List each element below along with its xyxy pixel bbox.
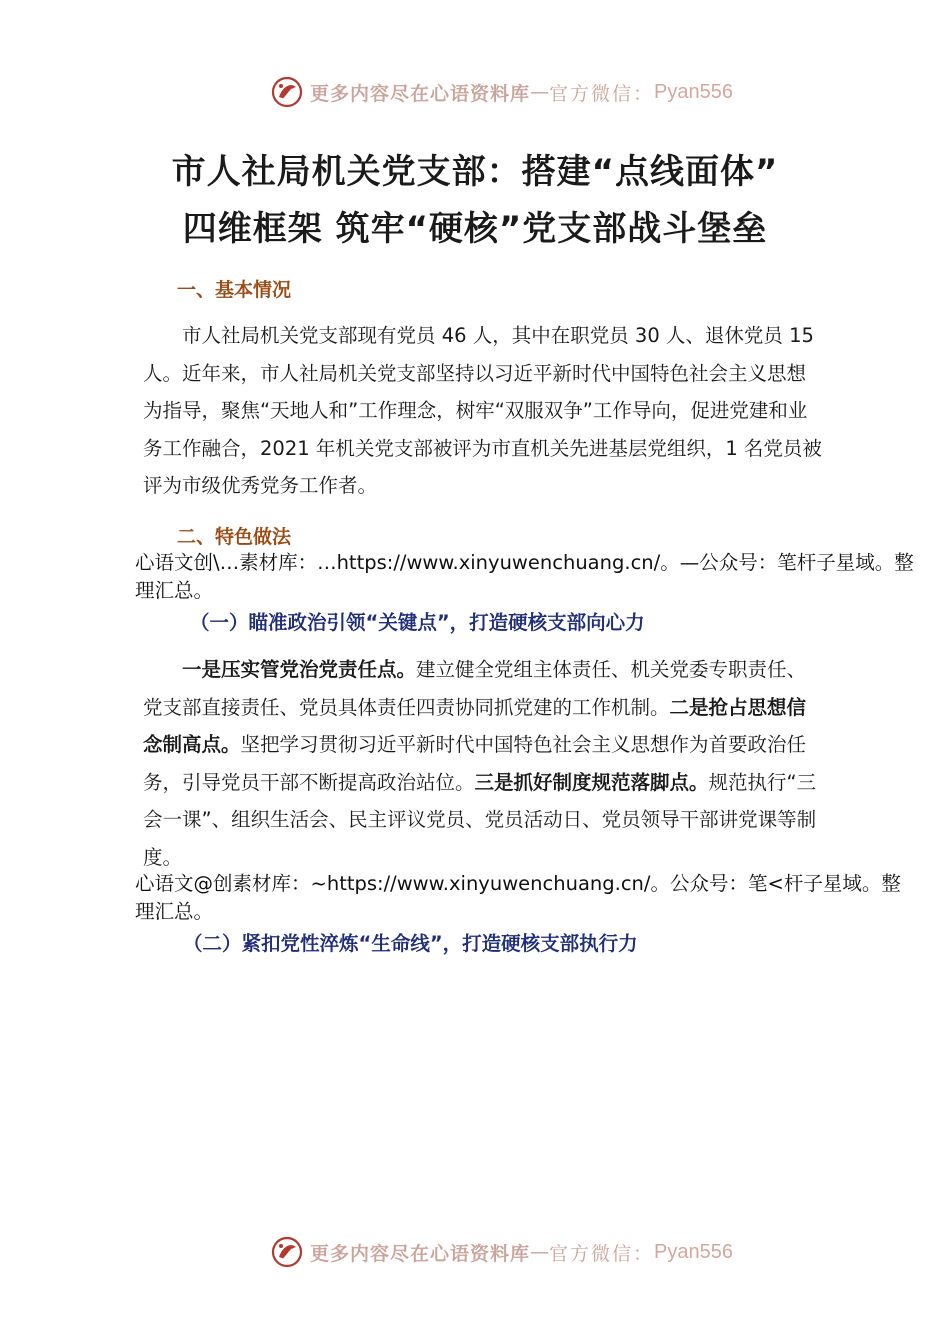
sub-heading-political-lead: （一）瞄准政治引领“关键点”，打造硬核支部向心力 <box>190 611 645 634</box>
bold-point-2: 二是抢占思想信念制高点。 <box>143 695 807 756</box>
sub-heading-party-spirit: （二）紧扣党性淬炼“生命线”，打造硬核支部执行力 <box>183 932 638 955</box>
footer-banner <box>270 1232 770 1272</box>
banner-wechat-id: Pyan556 <box>654 80 733 103</box>
banner-dash: — <box>530 81 550 103</box>
document-title-line2: 四维框架 筑牢“硬核”党支部战斗堡垒 <box>182 209 768 249</box>
document-title-line1: 市人社局机关党支部：搭建“点线面体” <box>171 152 779 192</box>
banner-wechat-label: 官方微信： <box>549 82 655 105</box>
point-3-text: 规范执行“三会一课”、组织生活会、民主评议党员、党员活动日、党员领导干部讲党课等制度。 <box>143 770 817 869</box>
header-banner <box>270 72 770 112</box>
watermark-text-1: 心语文创\…素材库：…https://www.xinyuwenchuang.cn/。—公众号：笔杆子星域。整理汇总。 <box>135 551 914 602</box>
point-2-text: 坚把学习贯彻习近平新时代中国特色社会主义思想作为首要政治任务，引导党员干部不断提高政治站位。 <box>143 733 807 794</box>
banner-dash: — <box>530 1241 550 1263</box>
logo-icon <box>270 75 304 109</box>
paragraph-political-lead <box>143 651 823 876</box>
banner-brand: 更多内容尽在心语资料库 <box>310 82 531 105</box>
point-1-text: 建立健全党组主体责任、机关党委专职责任、党支部直接责任、党员具体责任四责协同抓党建的工作机制。 <box>143 658 807 719</box>
bold-point-1: 一是压实管党治党责任点。 <box>182 658 417 681</box>
paragraph-basic-situation: 市人社局机关党支部现有党员 46 人，其中在职党员 30 人、退休党员 15 人。近年来，市人社局机关党支部坚持以习近平新时代中国特色社会主义思想为指导，聚焦“天地人和”工作理念，树牢“双服双争”工作导向，促进党建和业务工作融合，2021 年机关党支部被评为市直机关先进基层党组织，1 名党员被评为市级优秀党务工作者。 <box>143 324 822 497</box>
bold-point-3: 三是抓好制度规范落脚点。 <box>474 770 709 794</box>
banner-wechat-id: Pyan556 <box>654 1240 733 1263</box>
banner-brand: 更多内容尽在心语资料库 <box>310 1242 531 1265</box>
section-heading-basic: 一、基本情况 <box>177 279 292 301</box>
logo-icon <box>270 1235 304 1269</box>
banner-wechat-label: 官方微信： <box>549 1242 655 1265</box>
watermark-text-2: 心语文@创素材库：~https://www.xinyuwenchuang.cn/。公众号：笔<杆子星域。整理汇总。 <box>135 872 901 923</box>
section-heading-features: 二、特色做法 <box>177 526 292 548</box>
